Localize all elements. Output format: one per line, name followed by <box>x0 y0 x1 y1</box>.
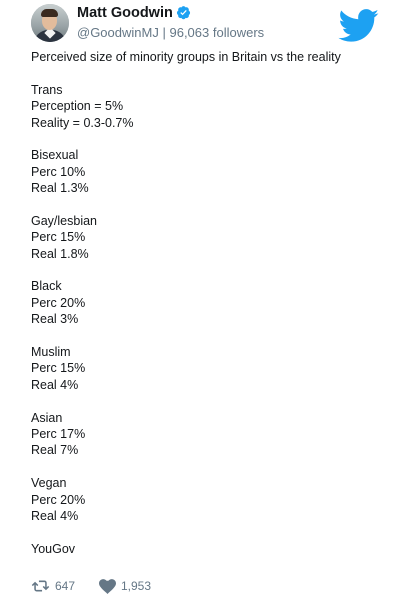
group-label: Asian <box>31 410 63 425</box>
group-label: Black <box>31 279 62 294</box>
group-reality: Reality = 0.3-0.7% <box>31 115 134 130</box>
group-perception: Perc 20% <box>31 492 86 507</box>
group-perception: Perc 17% <box>31 426 86 441</box>
group-label: Muslim <box>31 345 71 360</box>
heart-icon <box>99 579 116 594</box>
retweet-count: 647 <box>55 579 76 593</box>
like-count: 1,953 <box>121 579 152 593</box>
tweet-source: YouGov <box>31 541 76 556</box>
twitter-bird-icon <box>338 9 380 43</box>
author-handle-line <box>77 25 264 40</box>
group-label: Trans <box>31 82 63 97</box>
handle-separator: | <box>162 25 166 40</box>
tweet-header <box>31 4 381 44</box>
group-reality: Real 3% <box>31 312 79 327</box>
group-reality: Real 4% <box>31 508 79 523</box>
group-perception: Perc 20% <box>31 295 86 310</box>
tweet-text <box>31 49 381 557</box>
retweet-icon <box>31 579 50 593</box>
verified-badge-icon <box>176 5 191 20</box>
retweet-button[interactable] <box>31 577 75 595</box>
like-button[interactable] <box>99 577 151 595</box>
tweet-actions <box>31 577 231 595</box>
group-label: Gay/lesbian <box>31 213 98 228</box>
group-reality: Real 4% <box>31 377 79 392</box>
follower-count: 96,063 followers <box>169 25 265 40</box>
group-perception: Perc 15% <box>31 361 86 376</box>
group-reality: Real 7% <box>31 443 79 458</box>
group-reality: Real 1.3% <box>31 181 89 196</box>
author-handle[interactable]: @GoodwinMJ <box>77 25 159 40</box>
group-perception: Perception = 5% <box>31 99 124 114</box>
group-reality: Real 1.8% <box>31 246 89 261</box>
author-name[interactable]: Matt Goodwin <box>77 5 173 21</box>
avatar[interactable] <box>31 4 69 42</box>
group-label: Bisexual <box>31 148 79 163</box>
group-label: Vegan <box>31 476 67 491</box>
tweet-intro: Perceived size of minority groups in Britain vs the reality <box>31 50 341 64</box>
group-perception: Perc 10% <box>31 164 86 179</box>
group-perception: Perc 15% <box>31 230 86 245</box>
